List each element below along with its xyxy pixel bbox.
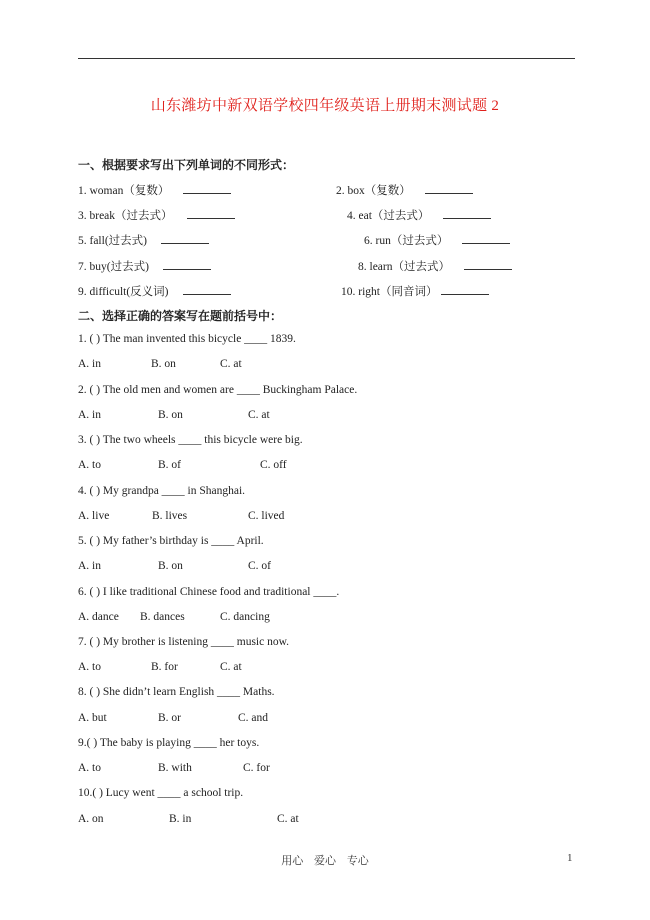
word-item-7: 7. buy(过去式)	[78, 258, 211, 274]
question-8: 8. ( ) She didn’t learn English ____ Maths.	[78, 686, 275, 698]
option-a[interactable]: A. in	[78, 560, 101, 572]
word-item-10: 10. right（同音词）	[341, 283, 489, 299]
section2-heading: 二、选择正确的答案写在题前括号中：	[78, 309, 283, 323]
options-6	[78, 611, 270, 623]
option-b[interactable]: B. for	[151, 661, 178, 673]
word-item-3: 3. break（过去式）	[78, 207, 235, 223]
options-4	[78, 510, 285, 522]
question-7: 7. ( ) My brother is listening ____ music now.	[78, 636, 290, 648]
question-5: 5. ( ) My father’s birthday is ____ April.	[78, 535, 264, 547]
question-4: 4. ( ) My grandpa ____ in Shanghai.	[78, 485, 246, 497]
option-b[interactable]: B. dances	[140, 611, 185, 623]
question-6: 6. ( ) I like traditional Chinese food and traditional ____.	[78, 586, 340, 598]
option-a[interactable]: A. in	[78, 409, 101, 421]
answer-blank[interactable]	[161, 234, 209, 244]
option-c[interactable]: C. at	[220, 661, 242, 673]
answer-blank[interactable]	[163, 260, 211, 270]
section1-heading: 一、根据要求写出下列单词的不同形式：	[78, 158, 295, 172]
option-b[interactable]: B. on	[151, 358, 176, 370]
option-c[interactable]: C. of	[248, 560, 271, 572]
page-number: 1	[567, 852, 573, 864]
option-b[interactable]: B. lives	[152, 510, 188, 522]
option-a[interactable]: A. live	[78, 510, 110, 522]
option-c[interactable]: C. at	[220, 358, 242, 370]
options-1	[78, 358, 242, 370]
options-2	[78, 409, 270, 421]
answer-blank[interactable]	[183, 285, 231, 295]
option-a[interactable]: A. to	[78, 762, 101, 774]
answer-blank[interactable]	[464, 260, 512, 270]
word-item-6: 6. run（过去式）	[364, 232, 510, 248]
option-b[interactable]: B. with	[158, 762, 192, 774]
options-9	[78, 762, 270, 774]
options-5	[78, 560, 271, 572]
option-a[interactable]: A. dance	[78, 611, 119, 623]
options-8	[78, 712, 269, 724]
option-c[interactable]: C. at	[277, 813, 299, 825]
option-b[interactable]: B. on	[158, 560, 183, 572]
options-10	[78, 813, 299, 825]
footer-motto: 用心 爱心 专心	[281, 855, 369, 867]
word-item-4: 4. eat（过去式）	[347, 207, 491, 223]
option-b[interactable]: B. in	[169, 813, 192, 825]
answer-blank[interactable]	[462, 234, 510, 244]
answer-blank[interactable]	[443, 209, 491, 219]
option-b[interactable]: B. on	[158, 409, 183, 421]
word-item-8: 8. learn（过去式）	[358, 258, 512, 274]
option-c[interactable]: C. and	[238, 712, 269, 724]
answer-blank[interactable]	[183, 184, 231, 194]
word-item-1: 1. woman（复数）	[78, 182, 231, 198]
option-b[interactable]: B. of	[158, 459, 181, 471]
option-b[interactable]: B. or	[158, 712, 181, 724]
question-10: 10.( ) Lucy went ____ a school trip.	[78, 787, 244, 799]
word-item-9: 9. difficult(反义词)	[78, 283, 231, 299]
question-9: 9.( ) The baby is playing ____ her toys.	[78, 737, 260, 749]
option-a[interactable]: A. in	[78, 358, 101, 370]
question-1: 1. ( ) The man invented this bicycle ____ 1839.	[78, 333, 296, 345]
options-3	[78, 459, 287, 471]
word-item-5: 5. fall(过去式)	[78, 232, 209, 248]
options-7	[78, 661, 242, 673]
option-a[interactable]: A. but	[78, 712, 107, 724]
answer-blank[interactable]	[441, 285, 489, 295]
option-c[interactable]: C. lived	[248, 510, 285, 522]
question-3: 3. ( ) The two wheels ____ this bicycle were big.	[78, 434, 303, 446]
word-item-2: 2. box（复数）	[336, 182, 473, 198]
question-2: 2. ( ) The old men and women are ____ Buckingham Palace.	[78, 384, 358, 396]
option-a[interactable]: A. to	[78, 459, 101, 471]
option-c[interactable]: C. dancing	[220, 611, 270, 623]
option-c[interactable]: C. off	[260, 459, 287, 471]
answer-blank[interactable]	[425, 184, 473, 194]
header-rule	[78, 58, 575, 59]
option-a[interactable]: A. on	[78, 813, 104, 825]
page-title: 山东潍坊中新双语学校四年级英语上册期末测试题 2	[150, 98, 500, 114]
option-c[interactable]: C. at	[248, 409, 270, 421]
answer-blank[interactable]	[187, 209, 235, 219]
option-a[interactable]: A. to	[78, 661, 101, 673]
option-c[interactable]: C. for	[243, 762, 270, 774]
